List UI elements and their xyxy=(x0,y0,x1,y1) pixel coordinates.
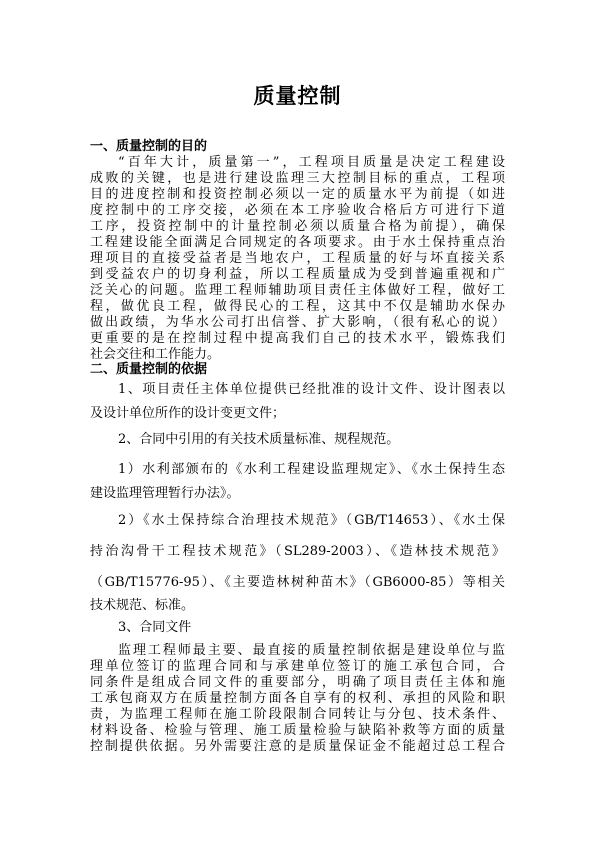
list-item-line: 建设监理管理暂行办法》。 xyxy=(90,486,240,501)
paragraph-line: 责，为监理工程师在施工阶段限制合同转让与分包、技术条件、 xyxy=(90,707,505,722)
list-item: 3、合同文件 xyxy=(118,620,192,635)
paragraph-line: 社会交往和工作能力。 xyxy=(90,347,221,362)
paragraph-line: 材料设备、检验与管理、施工质量检验与缺陷补救等方面的质量 xyxy=(90,723,505,738)
paragraph-line: 工程建设能全面满足合同规定的各项要求。由于水土保持重点治 xyxy=(90,235,505,250)
paragraph-line: 程，做优良工程，做得民心的工程，这其中不仅是辅助水保办 xyxy=(90,299,505,314)
paragraph-line: 工承包商双方在质量控制方面各自享有的权利、承担的风险和职 xyxy=(90,691,505,706)
paragraph-line: 做出政绩，为华水公司打出信誉、扩大影响，（很有私心的说） xyxy=(90,315,505,330)
list-item: 2、合同中引用的有关技术质量标准、规程规范。 xyxy=(118,432,400,447)
paragraph-line: 理单位签订的监理合同和与承建单位签订的施工承包合同，合 xyxy=(90,659,505,674)
list-item-line: 持治沟骨干工程技术规范》（SL289-2003）、《造林技术规范》 xyxy=(90,544,505,559)
paragraph-line: 泛关心的问题。监理工程师辅助项目责任主体做好工程，做好工 xyxy=(90,283,505,298)
section-heading-basis: 二、质量控制的依据 xyxy=(90,362,208,377)
list-item-line: 1）水利部颁布的《水利工程建设监理规定》、《水土保持生态 xyxy=(118,462,505,477)
list-item-line: （GB/T15776-95）、《主要造林树种苗木》（GB6000-85）等相关 xyxy=(90,575,505,590)
paragraph-line: 理项目的直接受益者是当地农户，工程质量的好与坏直接关系 xyxy=(90,251,505,266)
paragraph-line: 控制提供依据。另外需要注意的是质量保证金不能超过总工程合 xyxy=(90,739,505,754)
paragraph-line: 度控制中的工序交接，必须在本工序验收合格后方可进行下道 xyxy=(90,203,505,218)
page-title: 质量控制 xyxy=(253,84,342,108)
paragraph-line: 工序，投资控制中的计量控制必须以质量合格为前提），确保 xyxy=(90,219,505,234)
paragraph-line: 监理工程师最主要、最直接的质量控制依据是建设单位与监 xyxy=(118,643,505,658)
paragraph-line: 同条件是组成合同文件的重要部分，明确了项目责任主体和施 xyxy=(90,675,505,690)
list-item-line: 1、项目责任主体单位提供已经批准的设计文件、设计图表以 xyxy=(118,382,505,397)
list-item-line: 技术规范、标准。 xyxy=(90,598,195,613)
section-heading-purpose: 一、质量控制的目的 xyxy=(90,139,208,154)
list-item-line: 2）《水土保持综合治理技术规范》（GB/T14653）、《水土保 xyxy=(118,513,505,528)
paragraph-line: “百年大计，质量第一”，工程项目质量是决定工程建设 xyxy=(118,155,505,170)
paragraph-line: 更重要的是在控制过程中提高我们自己的技术水平，锻炼我们 xyxy=(90,331,505,346)
paragraph-line: 到受益农户的切身利益，所以工程质量成为受到普遍重视和广 xyxy=(90,267,505,282)
paragraph-line: 成败的关键，也是进行建设监理三大控制目标的重点，工程项 xyxy=(90,171,505,186)
list-item-line: 及设计单位所作的设计变更文件； xyxy=(90,406,286,421)
paragraph-line: 目的进度控制和投资控制必须以一定的质量水平为前提（如进 xyxy=(90,187,505,202)
